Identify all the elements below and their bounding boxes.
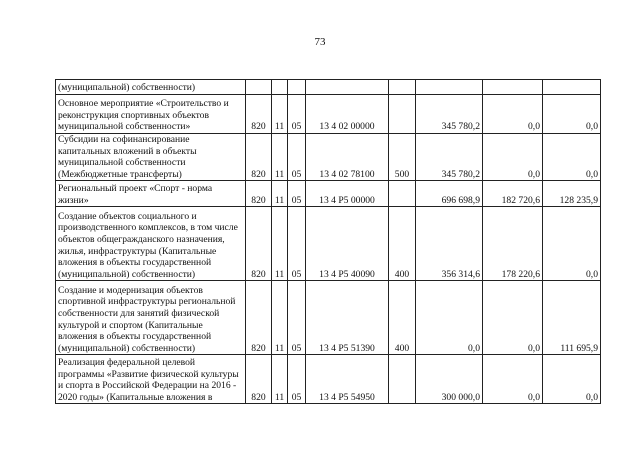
table-row [56,181,601,207]
cell-rz: 11 [272,134,288,181]
table-row [56,281,601,355]
cell-sum2: 178 220,6 [483,207,543,281]
cell-ved: 820 [246,134,272,181]
cell-ved: 820 [246,281,272,355]
cell-sum2: 0,0 [483,134,543,181]
cell-rz: 11 [272,95,288,134]
cell-vr: 400 [389,207,416,281]
cell-sum2: 0,0 [483,281,543,355]
cell-pr: 05 [288,181,306,207]
cell-sum3: 128 235,9 [543,181,601,207]
cell-vr [389,355,416,404]
row-name: Создание и модернизация объектов спортивной инфраструктуры региональной собственности для занятий физической культурой и спортом (Капитальные вложения в объекты государственной (муниципальной) собственности) [56,281,246,355]
cell-ved: 820 [246,355,272,404]
page-number: 73 [314,36,326,48]
cell-pr: 05 [288,355,306,404]
cell-vr: 400 [389,281,416,355]
cell-csr: 13 4 P5 00000 [306,181,389,207]
cell-csr: 13 4 02 78100 [306,134,389,181]
cell-vr [389,95,416,134]
cell-rz: 11 [272,355,288,404]
cell-csr: 13 4 P5 51390 [306,281,389,355]
table-row [56,95,601,134]
cell-ved: 820 [246,207,272,281]
cell-pr [288,80,306,95]
table-row [56,207,601,281]
cell-sum3: 0,0 [543,95,601,134]
budget-table [55,79,601,404]
cell-ved: 820 [246,95,272,134]
cell-rz [272,80,288,95]
cell-ved [246,80,272,95]
row-name: Субсидии на софинансирование капитальных вложений в объекты муниципальной собственности (Межбюджетные трансферты) [56,134,246,181]
cell-sum1: 356 314,6 [416,207,483,281]
cell-sum2: 0,0 [483,355,543,404]
cell-ved: 820 [246,181,272,207]
cell-rz: 11 [272,281,288,355]
cell-sum1: 300 000,0 [416,355,483,404]
cell-sum3 [543,80,601,95]
cell-pr: 05 [288,95,306,134]
row-name: Создание объектов социального и производственного комплексов, в том числе объектов общегражданского назначения, жилья, инфраструктуры (Капитальные вложения в объекты государственной (муниципальной) собственности) [56,207,246,281]
cell-sum1 [416,80,483,95]
cell-vr: 500 [389,134,416,181]
cell-csr: 13 4 P5 40090 [306,207,389,281]
cell-sum2 [483,80,543,95]
cell-rz: 11 [272,181,288,207]
table-row [56,134,601,181]
cell-csr [306,80,389,95]
cell-pr: 05 [288,134,306,181]
cell-vr [389,80,416,95]
cell-sum3: 0,0 [543,355,601,404]
cell-rz: 11 [272,207,288,281]
row-name: Реализация федеральной целевой программы «Развитие физической культуры и спорта в Российской Федерации на 2016 - 2020 годы» (Капитальные вложения в [56,355,246,404]
cell-pr: 05 [288,281,306,355]
cell-pr: 05 [288,207,306,281]
cell-csr: 13 4 02 00000 [306,95,389,134]
cell-sum2: 182 720,6 [483,181,543,207]
cell-sum3: 111 695,9 [543,281,601,355]
row-name: Региональный проект «Спорт - норма жизни» [56,181,246,207]
row-name: (муниципальной) собственности) [56,80,246,95]
table-row [56,355,601,404]
cell-sum1: 696 698,9 [416,181,483,207]
cell-vr [389,181,416,207]
row-name: Основное мероприятие «Строительство и реконструкция спортивных объектов муниципальной собственности» [56,95,246,134]
cell-sum2: 0,0 [483,95,543,134]
cell-csr: 13 4 P5 54950 [306,355,389,404]
table-row [56,80,601,95]
cell-sum1: 345 780,2 [416,134,483,181]
cell-sum3: 0,0 [543,134,601,181]
cell-sum1: 0,0 [416,281,483,355]
cell-sum3: 0,0 [543,207,601,281]
cell-sum1: 345 780,2 [416,95,483,134]
